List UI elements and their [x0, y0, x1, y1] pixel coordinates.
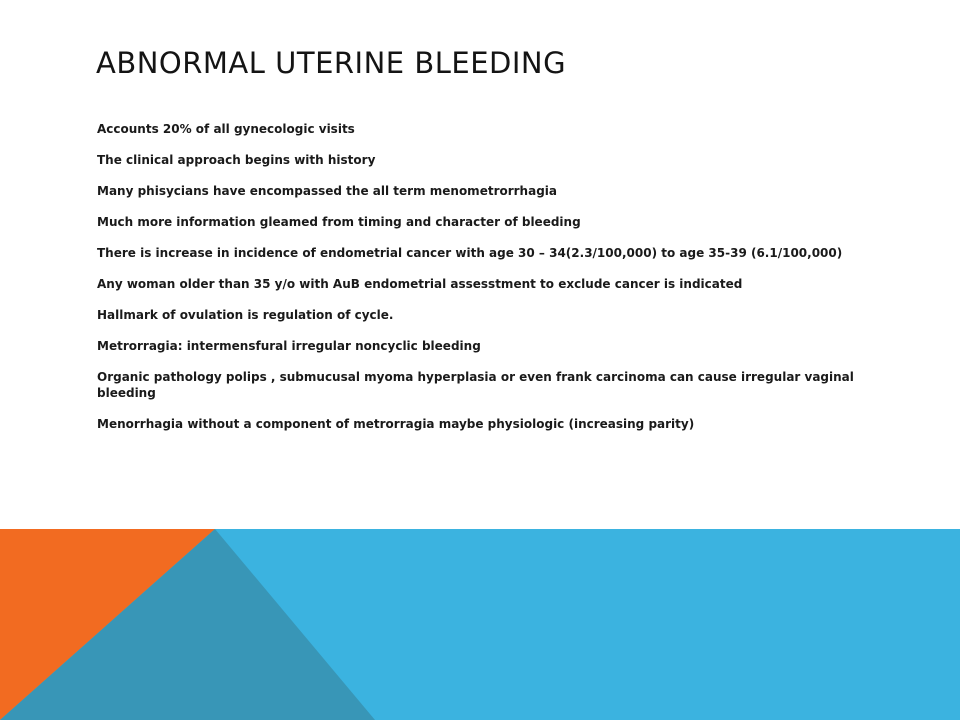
bullet-item: The clinical approach begins with history: [97, 153, 376, 167]
bullet-item: Hallmark of ovulation is regulation of cycle.: [97, 308, 394, 322]
bullet-item: Menorrhagia without a component of metrorragia maybe physiologic (increasing parity): [97, 417, 695, 431]
bullet-item: Organic pathology polips , submucusal myoma hyperplasia or even frank carcinoma can cause irregular vaginal bleeding: [97, 370, 854, 400]
slide-title: ABNORMAL UTERINE BLEEDING: [96, 46, 567, 80]
decorative-band: [0, 529, 960, 720]
bullet-item: Metrorragia: intermensfural irregular noncyclic bleeding: [97, 339, 481, 353]
bullet-item: Much more information gleamed from timing and character of bleeding: [97, 215, 581, 229]
bullet-item: Many phisycians have encompassed the all term menometrorrhagia: [97, 184, 558, 198]
bullet-list: [97, 121, 857, 447]
bullet-item: There is increase in incidence of endometrial cancer with age 30 – 34(2.3/100,000) to age 35-39 (6.1/100,000): [97, 246, 843, 260]
bullet-item: Accounts 20% of all gynecologic visits: [97, 122, 355, 136]
bullet-item: Any woman older than 35 y/o with AuB endometrial assesstment to exclude cancer is indicated: [97, 277, 743, 291]
